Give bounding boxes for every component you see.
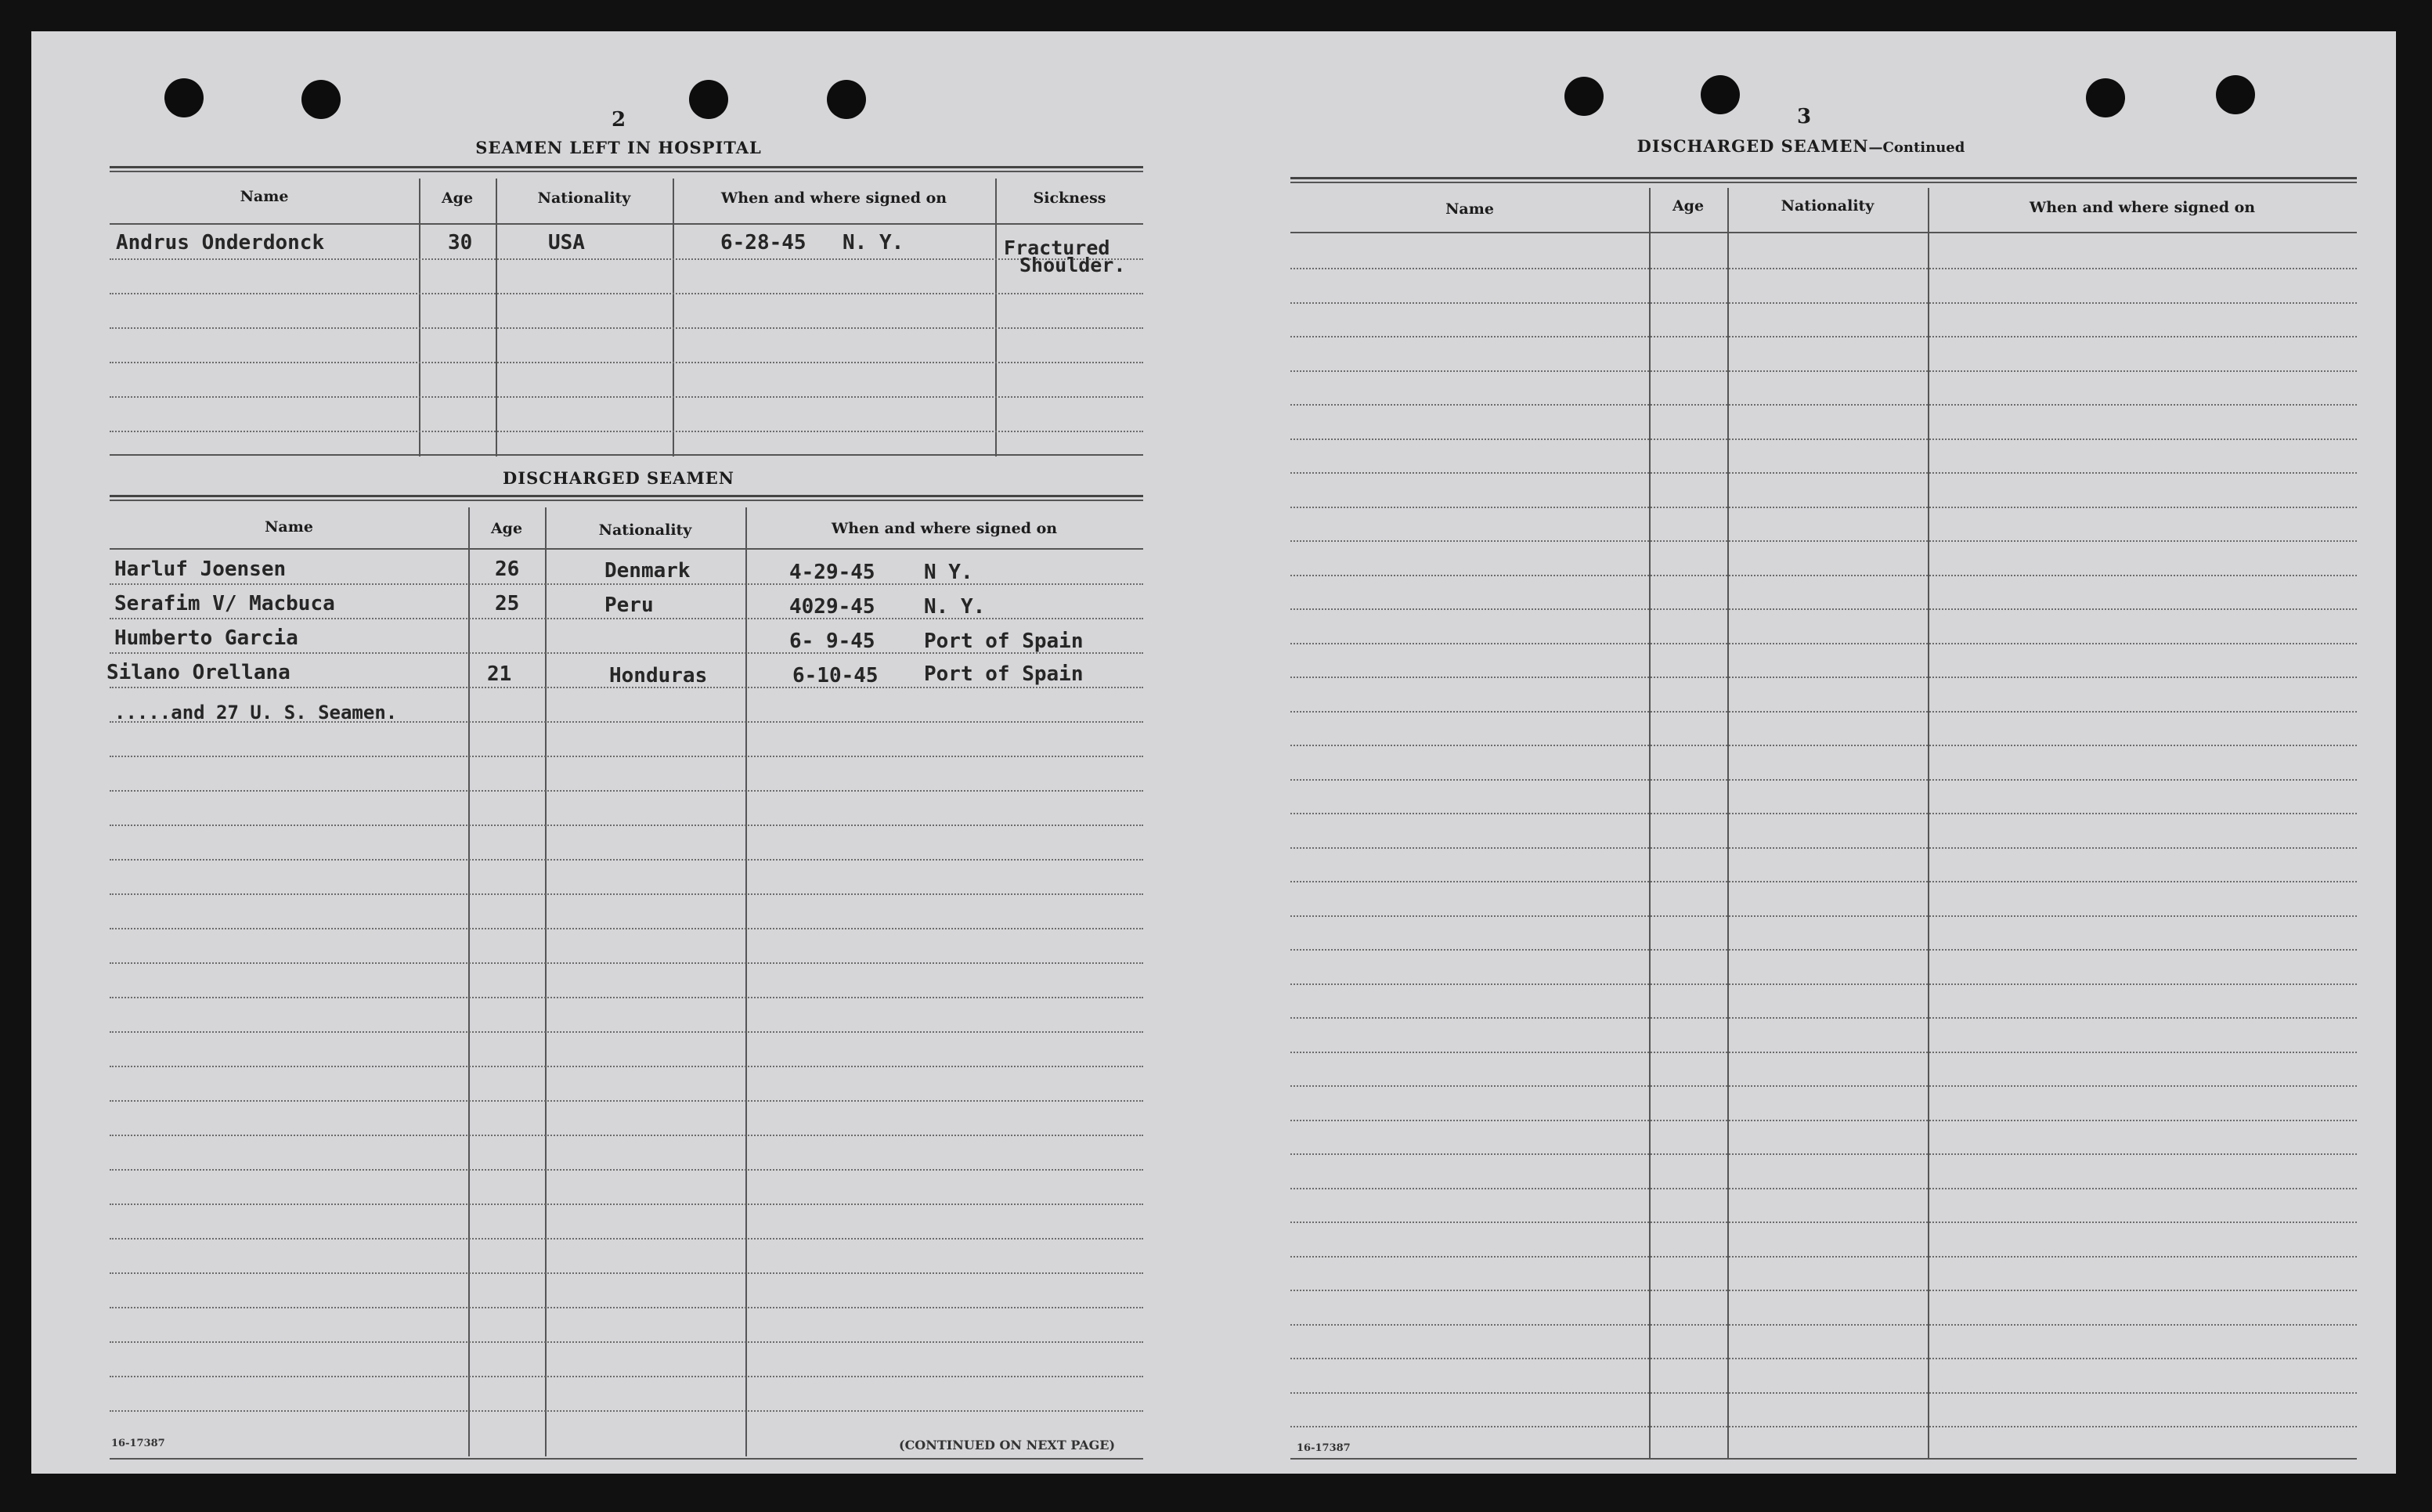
row-line bbox=[110, 1100, 1143, 1102]
discharged-header-signed-on: When and where signed on bbox=[831, 520, 1058, 537]
hospital-place: N. Y. bbox=[843, 231, 904, 254]
row-line bbox=[1290, 336, 2357, 337]
row-line bbox=[1290, 1358, 2357, 1359]
row-line bbox=[110, 859, 1143, 861]
row-line bbox=[110, 756, 1143, 757]
discharged-col-divider bbox=[745, 507, 747, 1456]
hospital-col-divider bbox=[995, 179, 997, 456]
row-line bbox=[110, 928, 1143, 929]
row-line bbox=[1290, 1426, 2357, 1427]
hospital-row-line bbox=[110, 293, 1143, 294]
hospital-header-age: Age bbox=[441, 189, 474, 207]
right-header-rule bbox=[1290, 232, 2357, 233]
right-section-title-suffix: —Continued bbox=[1868, 139, 1965, 156]
row-line bbox=[1290, 745, 2357, 746]
right-section-title bbox=[1315, 136, 2286, 156]
row-line bbox=[1290, 472, 2357, 474]
row-line bbox=[110, 997, 1143, 998]
hospital-row-line bbox=[110, 431, 1143, 432]
row-line bbox=[1290, 1153, 2357, 1155]
row-line bbox=[1290, 268, 2357, 269]
row-line bbox=[1290, 1222, 2357, 1223]
discharged-row-4-place: Port of Spain bbox=[924, 662, 1084, 686]
form-sheet bbox=[31, 31, 2396, 1474]
hospital-top-rule-inner bbox=[110, 171, 1143, 172]
hospital-row-line bbox=[110, 362, 1143, 363]
discharged-row-2-age: 25 bbox=[495, 592, 520, 615]
discharged-header-age: Age bbox=[490, 520, 523, 537]
right-bottom-rule bbox=[1290, 1458, 2357, 1460]
form-number-right: 16-17387 bbox=[1297, 1442, 1351, 1454]
row-line bbox=[110, 618, 1143, 619]
row-line bbox=[110, 583, 1143, 585]
discharged-bottom-rule bbox=[110, 1458, 1143, 1460]
discharged-row-1-place: N Y. bbox=[924, 561, 973, 584]
row-line bbox=[1290, 983, 2357, 985]
discharged-row-1-nationality: Denmark bbox=[604, 559, 691, 583]
hospital-bottom-rule bbox=[110, 454, 1143, 456]
row-line bbox=[110, 1135, 1143, 1136]
row-line bbox=[1290, 438, 2357, 440]
hospital-col-divider bbox=[673, 179, 674, 456]
hospital-row-line bbox=[110, 258, 1143, 260]
hospital-row-line bbox=[110, 327, 1143, 329]
discharged-row-3-name: Humberto Garcia bbox=[114, 626, 298, 650]
row-line bbox=[110, 825, 1143, 826]
discharged-row-1-date: 4-29-45 bbox=[789, 561, 875, 584]
row-line bbox=[110, 1272, 1143, 1274]
row-line bbox=[110, 1169, 1143, 1171]
row-line bbox=[1290, 779, 2357, 781]
row-line bbox=[1290, 1085, 2357, 1087]
discharged-top-rule-inner bbox=[110, 500, 1143, 501]
discharged-row-4-name: Silano Orellana bbox=[106, 661, 290, 684]
row-line bbox=[110, 962, 1143, 964]
hospital-name: Andrus Onderdonck bbox=[116, 231, 325, 254]
discharged-row-2-date: 4029-45 bbox=[789, 595, 875, 619]
row-line bbox=[1290, 1324, 2357, 1326]
right-header-name: Name bbox=[1445, 200, 1494, 218]
punch-hole bbox=[1564, 77, 1604, 116]
row-line bbox=[1290, 1392, 2357, 1394]
hospital-col-divider bbox=[496, 179, 497, 456]
row-line bbox=[1290, 1256, 2357, 1258]
row-line bbox=[110, 1307, 1143, 1308]
right-top-rule-inner bbox=[1290, 182, 2357, 183]
page-number-left: 2 bbox=[611, 108, 626, 132]
row-line bbox=[1290, 1052, 2357, 1053]
hospital-header-name: Name bbox=[240, 188, 289, 205]
row-line bbox=[1290, 370, 2357, 372]
discharged-top-rule bbox=[110, 495, 1143, 497]
row-line bbox=[1290, 575, 2357, 576]
right-header-age: Age bbox=[1672, 197, 1705, 215]
hospital-row-line bbox=[110, 396, 1143, 398]
punch-hole bbox=[164, 78, 204, 117]
form-number-left: 16-17387 bbox=[111, 1438, 165, 1449]
row-line bbox=[110, 893, 1143, 895]
row-line bbox=[1290, 1017, 2357, 1019]
right-col-divider bbox=[1649, 188, 1651, 1458]
row-line bbox=[110, 1376, 1143, 1377]
discharged-row-3-date: 6- 9-45 bbox=[789, 630, 875, 653]
row-line bbox=[1290, 1290, 2357, 1291]
row-line bbox=[1290, 302, 2357, 304]
discharged-row-3-place: Port of Spain bbox=[924, 630, 1084, 653]
row-line bbox=[1290, 949, 2357, 951]
hospital-header-rule bbox=[110, 223, 1143, 225]
row-line bbox=[1290, 507, 2357, 508]
row-line bbox=[1290, 881, 2357, 882]
row-line bbox=[110, 790, 1143, 792]
discharged-row-4-nationality: Honduras bbox=[609, 664, 708, 687]
discharged-header-name: Name bbox=[265, 518, 313, 536]
hospital-header-signed-on: When and where signed on bbox=[720, 189, 947, 207]
right-top-rule bbox=[1290, 177, 2357, 179]
page-number-right: 3 bbox=[1796, 105, 1812, 128]
hospital-header-nationality: Nationality bbox=[537, 189, 631, 207]
row-line bbox=[110, 1031, 1143, 1033]
hospital-section-title: SEAMEN LEFT IN HOSPITAL bbox=[475, 138, 762, 157]
discharged-row-1-age: 26 bbox=[495, 558, 520, 581]
hospital-nationality: USA bbox=[548, 231, 585, 254]
row-line bbox=[1290, 540, 2357, 542]
row-line bbox=[1290, 847, 2357, 849]
punch-hole bbox=[2216, 75, 2255, 114]
continued-note: (CONTINUED ON NEXT PAGE) bbox=[899, 1438, 1116, 1452]
row-line bbox=[110, 1066, 1143, 1067]
row-line bbox=[110, 1341, 1143, 1343]
row-line bbox=[1290, 404, 2357, 406]
discharged-note: .....and 27 U. S. Seamen. bbox=[114, 702, 398, 724]
punch-hole bbox=[689, 80, 728, 119]
punch-hole bbox=[2086, 78, 2125, 117]
right-col-divider bbox=[1928, 188, 1929, 1458]
punch-hole bbox=[827, 80, 866, 119]
right-col-divider bbox=[1727, 188, 1729, 1458]
hospital-date: 6-28-45 bbox=[720, 231, 806, 254]
row-line bbox=[110, 1238, 1143, 1240]
row-line bbox=[1290, 813, 2357, 814]
discharged-row-2-name: Serafim V/ Macbuca bbox=[114, 592, 335, 615]
discharged-row-2-nationality: Peru bbox=[604, 594, 654, 617]
row-line bbox=[1290, 608, 2357, 610]
hospital-col-divider bbox=[419, 179, 420, 456]
discharged-col-divider bbox=[468, 507, 470, 1456]
discharged-row-4-date: 6-10-45 bbox=[792, 664, 879, 687]
discharged-section-title: DISCHARGED SEAMEN bbox=[503, 468, 734, 488]
punch-hole bbox=[301, 80, 341, 119]
row-line bbox=[1290, 643, 2357, 644]
row-line bbox=[110, 1203, 1143, 1205]
row-line bbox=[110, 1410, 1143, 1412]
row-line bbox=[1290, 1188, 2357, 1189]
discharged-header-nationality: Nationality bbox=[598, 521, 692, 539]
row-line bbox=[1290, 1120, 2357, 1121]
discharged-row-2-place: N. Y. bbox=[924, 595, 986, 619]
discharged-header-rule bbox=[110, 548, 1143, 550]
hospital-sickness-2: Shoulder. bbox=[1019, 254, 1126, 276]
hospital-age: 30 bbox=[448, 231, 473, 254]
right-header-signed-on: When and where signed on bbox=[2029, 199, 2256, 216]
right-header-nationality: Nationality bbox=[1781, 197, 1875, 215]
punch-hole bbox=[1701, 75, 1740, 114]
hospital-header-sickness: Sickness bbox=[1033, 189, 1106, 207]
right-section-title-main: DISCHARGED SEAMEN bbox=[1636, 136, 1869, 156]
discharged-row-4-age: 21 bbox=[487, 662, 512, 686]
row-line bbox=[1290, 915, 2357, 917]
row-line bbox=[1290, 711, 2357, 713]
discharged-col-divider bbox=[545, 507, 547, 1456]
hospital-sickness-1: Fractured bbox=[1004, 236, 1110, 259]
hospital-top-rule bbox=[110, 166, 1143, 168]
discharged-row-1-name: Harluf Joensen bbox=[114, 558, 287, 581]
row-line bbox=[1290, 677, 2357, 678]
